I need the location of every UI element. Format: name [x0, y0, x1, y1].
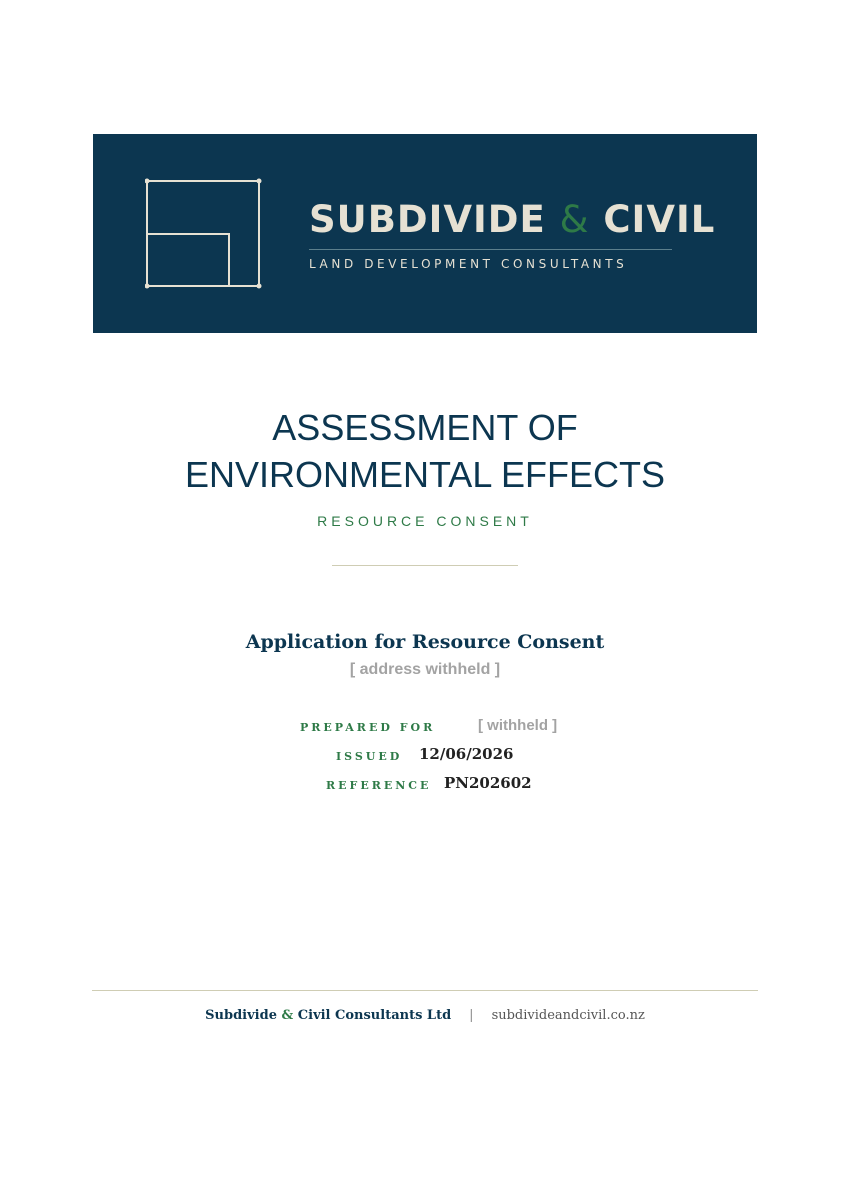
- document-title-line1: ASSESSMENT OF: [272, 407, 578, 448]
- application-heading: Application for Resource Consent: [245, 631, 605, 653]
- brand-name-part1: SUBDIVIDE: [309, 198, 546, 241]
- footer-company: [205, 1008, 451, 1023]
- reference-label: REFERENCE: [326, 779, 432, 792]
- nested-squares-logo-icon: [145, 178, 265, 293]
- issued-label: ISSUED: [336, 750, 403, 763]
- prepared-for-label: PREPARED FOR: [300, 721, 436, 734]
- brand-ampersand: &: [559, 198, 590, 241]
- application-address: [ address withheld ]: [349, 661, 501, 678]
- footer-company-ampersand: &: [281, 1008, 294, 1023]
- brand-tagline: LAND DEVELOPMENT CONSULTANTS: [309, 257, 628, 271]
- footer-separator: |: [469, 1008, 474, 1023]
- issued-value: 12/06/2026: [419, 745, 514, 763]
- brand-divider: [309, 249, 672, 250]
- document-title-line2: ENVIRONMENTAL EFFECTS: [184, 454, 666, 495]
- brand-banner: [93, 134, 757, 333]
- document-subtitle: RESOURCE CONSENT: [317, 513, 533, 529]
- reference-value: PN202602: [444, 774, 532, 792]
- brand-name: [309, 198, 715, 242]
- title-divider: [332, 565, 518, 566]
- footer-company-part2: Civil Consultants Ltd: [297, 1008, 452, 1023]
- footer: [0, 1008, 850, 1023]
- footer-divider: [92, 990, 758, 991]
- footer-website: subdivideandcivil.co.nz: [491, 1008, 645, 1023]
- footer-company-part1: Subdivide: [205, 1008, 277, 1023]
- prepared-for-value: [ withheld ]: [478, 717, 558, 734]
- brand-name-part2: CIVIL: [603, 198, 716, 241]
- document-title: [0, 404, 850, 498]
